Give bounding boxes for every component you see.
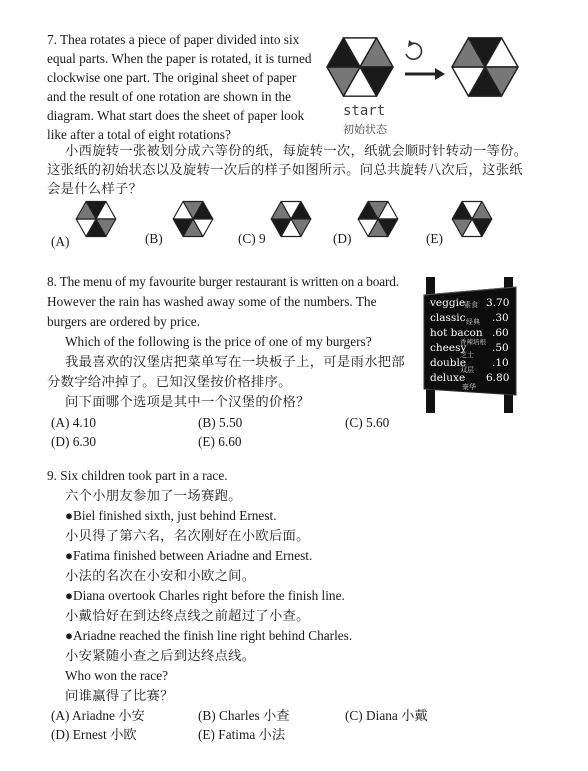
q7-cn-line-2: 这张纸的初始状态以及旋转一次后的样子如图所示。问总共旋转八次后，这张纸 (47, 162, 523, 177)
menu-row-double: double 双层 .10 (430, 357, 509, 374)
q9-line-9: ●Ariadne reached the finish line right behind Charles. (65, 628, 353, 643)
q7-option-a-hexagon[interactable] (75, 199, 117, 239)
q8-cn-line-3: 问下面哪个选项是其中一个汉堡的价格？ (65, 394, 310, 409)
q9-line-2: 六个小朋友参加了一场赛跑。 (65, 488, 242, 503)
q9-line-5: ●Fatima finished between Ariadne and Ernest. (65, 548, 313, 563)
q9-line-1: 9. Six children took part in a race. (47, 468, 228, 483)
q7-option-b-label: (B) (145, 231, 163, 246)
menu-row-deluxe: deluxe 豪华 6.80 (430, 372, 510, 391)
menu-items (430, 297, 515, 391)
q7-option-e-label: (E) (426, 231, 443, 246)
q8-option-d[interactable]: (D) 6.30 (51, 434, 97, 449)
q7-start-label-cn: 初始状态 (343, 124, 387, 136)
q9-option-d[interactable]: (D) Ernest 小欧 (51, 727, 137, 742)
q7-start-hexagon (325, 32, 395, 102)
q9-option-a[interactable]: (A) Ariadne 小安 (51, 708, 145, 723)
q7-option-b-hexagon[interactable] (172, 199, 214, 239)
q8-cn-line-2: 分数字给冲掉了。已知汉堡按价格排序。 (47, 374, 292, 389)
q7-option-c-hexagon[interactable] (270, 199, 312, 239)
q7-option-d-label: (D) (333, 231, 352, 246)
q7-option-a-label: (A) (51, 234, 70, 249)
q7-en-line-6: like after a total of eight rotations? (47, 127, 231, 142)
q7-rotated-hexagon (450, 32, 520, 102)
q8-en-line-3: burgers are ordered by price. (47, 314, 200, 329)
q9-line-3: ●Biel finished sixth, just behind Ernest. (65, 508, 277, 523)
menu-row-classic: classic 经典 .30 (430, 312, 509, 326)
q7-en-line-1: 7. Thea rotates a piece of paper divided into six (47, 32, 300, 47)
q8-cn-line-1: 我最喜欢的汉堡店把菜单写在一块板子上，可是雨水把部 (65, 354, 405, 369)
menu-row-veggie: veggie 素食 3.70 (430, 297, 510, 309)
q7-option-c-label: (C) 9 (238, 231, 266, 246)
q9-line-10: 小安紧随小查之后到达终点线。 (65, 648, 256, 663)
q7-cn-line-3: 会是什么样子？ (47, 181, 143, 196)
q7-en-line-3: clockwise one part. The original sheet of paper (47, 70, 297, 85)
menu-row-cheesy: cheesy 芝士 .50 (430, 342, 509, 359)
q9-option-c[interactable]: (C) Diana 小戴 (345, 708, 428, 723)
q9-line-6: 小法的名次在小安和小欧之间。 (65, 568, 256, 583)
q9-option-e[interactable]: (E) Fatima 小法 (198, 727, 286, 742)
q9-option-b[interactable]: (B) Charles 小查 (198, 708, 290, 723)
q9-line-8: 小戴恰好在到达终点线之前超过了小查。 (65, 608, 310, 623)
q9-line-11: Who won the race? (65, 668, 168, 683)
q8-en-line-1: 8. The menu of my favourite burger restaurant is written on a board. (47, 274, 399, 289)
menu-row-hot-bacon: hot bacon 香辣培根 .60 (430, 327, 509, 346)
q7-option-d-hexagon[interactable] (357, 199, 399, 239)
q8-en-line-2: However the rain has washed away some of the numbers. The (47, 294, 377, 309)
q8-option-c[interactable]: (C) 5.60 (345, 415, 390, 430)
q9-line-4: 小贝得了第六名，名次刚好在小欧后面。 (65, 528, 310, 543)
q7-en-line-2: equal parts. When the paper is rotated, it is turned (47, 51, 312, 66)
q8-en-line-4: Which of the following is the price of one of my burgers? (65, 334, 372, 349)
q9-line-7: ●Diana overtook Charles right before the finish line. (65, 588, 345, 603)
q7-option-e-hexagon[interactable] (451, 199, 493, 239)
q8-option-b[interactable]: (B) 5.50 (198, 415, 243, 430)
q8-option-a[interactable]: (A) 4.10 (51, 415, 97, 430)
rotate-clockwise-icon (396, 38, 430, 69)
q8-option-e[interactable]: (E) 6.60 (198, 434, 242, 449)
q7-en-line-4: and the result of one rotation are shown in the (47, 89, 292, 104)
q7-cn-line-1: 小西旋转一张被划分成六等份的纸，每旋转一次，纸就会顺时针转动一等份。 (65, 143, 528, 158)
q7-start-label: start (343, 103, 386, 119)
q7-en-line-5: diagram. What start does the sheet of paper look (47, 108, 305, 123)
q9-line-12: 问谁赢得了比赛？ (65, 688, 174, 703)
arrow-right-icon (403, 66, 447, 87)
